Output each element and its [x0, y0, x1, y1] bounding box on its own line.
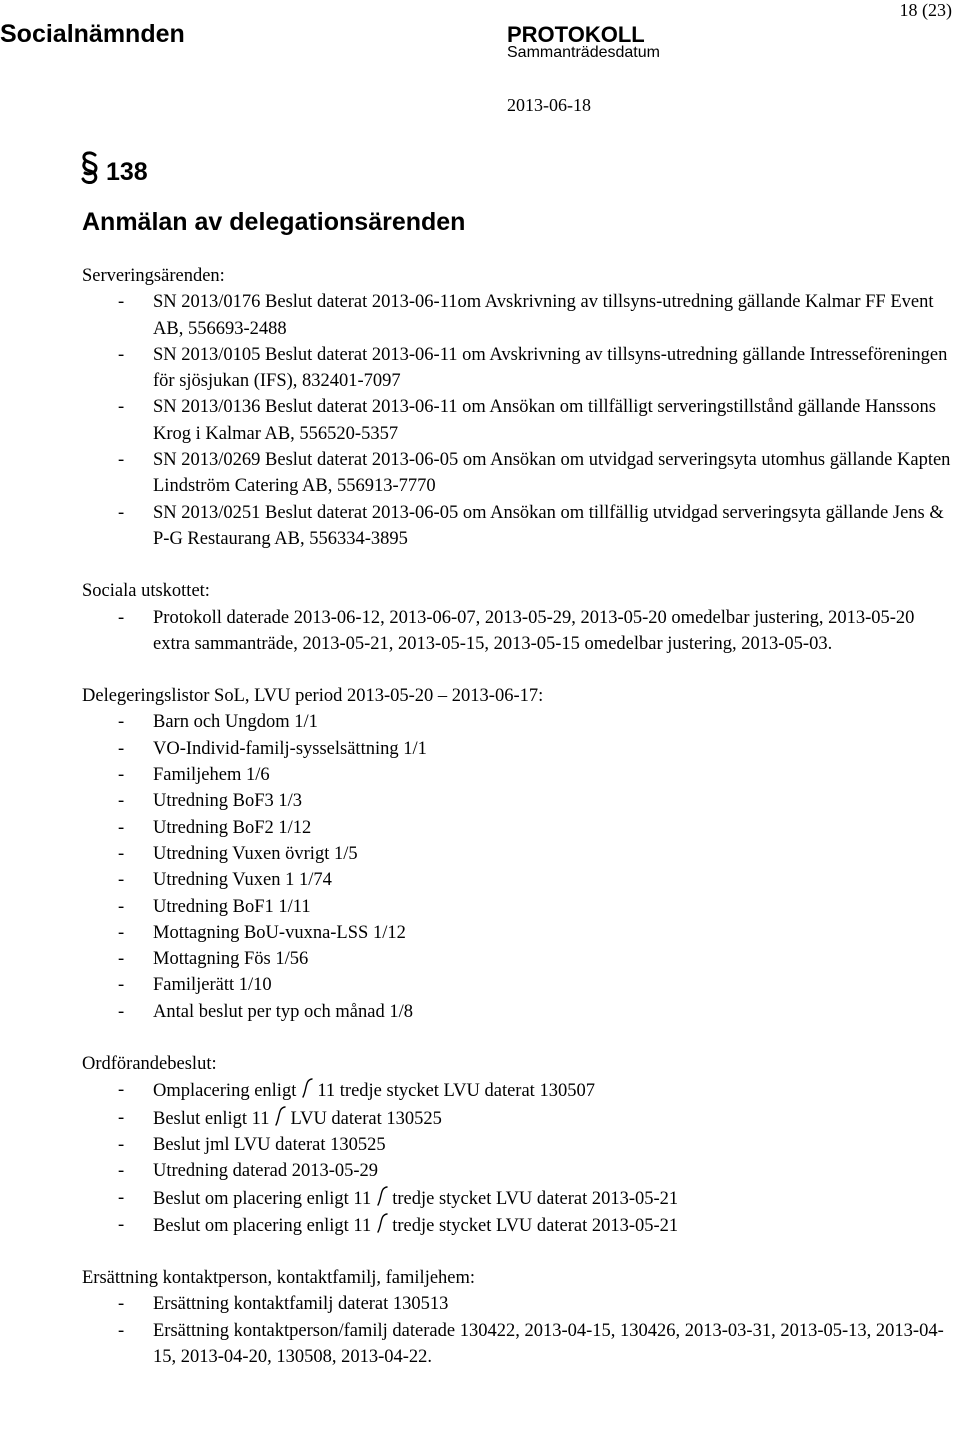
section-number: 138: [106, 158, 148, 186]
list-item: [82, 1158, 952, 1184]
item-text-before: Beslut om placering enligt 11: [153, 1188, 372, 1209]
meeting-date: 2013-06-18: [507, 95, 591, 115]
list-item: - Familjehem 1/6: [82, 762, 952, 788]
list-item: - SN 2013/0105 Beslut daterat 2013-06-11 om Avskrivning av tillsyns-utredning gällande Intresseföreningen för sjösjukan (IFS), 832401-7097: [82, 342, 952, 395]
list-item: - VO-Individ-familj-sysselsättning 1/1: [82, 736, 952, 762]
document-type: PROTOKOLL: [507, 22, 645, 47]
list-item: - SN 2013/0251 Beslut daterat 2013-06-05 om Ansökan om tillfällig utvidgad serveringsyta gällande Jens & P-G Restaurang AB, 556334-3895: [82, 500, 952, 553]
item-text-before: Beslut enligt 11: [153, 1108, 270, 1129]
list-item: [82, 1077, 952, 1104]
list-item: - SN 2013/0269 Beslut daterat 2013-06-05 om Ansökan om utvidgad serveringsyta utomhus gällande Kapten Lindström Catering AB, 556913-7770: [82, 447, 952, 500]
item-list: [82, 289, 952, 552]
list-item: - Utredning BoF3 1/3: [82, 788, 952, 814]
page-number: 18 (23): [899, 0, 952, 20]
item-text-before: Omplacering enligt: [153, 1081, 297, 1102]
section-mark-icon: [374, 1212, 389, 1234]
item-text-after: 11 tredje stycket LVU daterat 130507: [317, 1081, 595, 1102]
item-list: [82, 1077, 952, 1239]
list-item: [82, 1105, 952, 1132]
paragraph-sign-icon: [80, 151, 100, 185]
section-heading: Ordförandebeslut:: [82, 1054, 217, 1075]
ersattning-section: [82, 1265, 952, 1370]
list-item: - Ersättning kontaktperson/familj daterade 130422, 2013-04-15, 130426, 2013-03-31, 2013-05-13, 2013-04-15, 2013-04-20, 130508, 2013-04-22.: [82, 1318, 952, 1371]
meeting-date-label: Sammanträdesdatum: [507, 44, 660, 61]
item-list: [82, 1291, 952, 1370]
list-item: - Utredning Vuxen övrigt 1/5: [82, 841, 952, 867]
item-text: Beslut jml LVU daterat 130525: [153, 1134, 386, 1155]
ordforande-section: [82, 1051, 952, 1239]
list-item: - Protokoll daterade 2013-06-12, 2013-06-07, 2013-05-29, 2013-05-20 omedelbar justering, 2013-05-20 extra sammanträde, 2013-05-21, 2013-05-15, 2013-05-15 omedelbar justering, 2013-05-03.: [82, 605, 952, 658]
item-text: Utredning daterad 2013-05-29: [153, 1161, 379, 1182]
list-item: - Barn och Ungdom 1/1: [82, 709, 952, 735]
item-list: [82, 605, 952, 658]
list-item: - Utredning BoF1 1/11: [82, 894, 952, 920]
section-heading: Delegeringslistor SoL, LVU period 2013-05-20 – 2013-06-17:: [82, 686, 544, 707]
section-mark-icon: [374, 1185, 389, 1207]
section-mark-icon: [299, 1077, 314, 1099]
item-text-after: LVU daterat 130525: [290, 1108, 442, 1129]
section-heading: Serveringsärenden:: [82, 266, 225, 286]
section-title: Anmälan av delegationsärenden: [82, 208, 466, 236]
item-text-after: tredje stycket LVU daterat 2013-05-21: [392, 1188, 679, 1209]
section-heading: Ersättning kontaktperson, kontaktfamilj, familjehem:: [82, 1268, 476, 1289]
section-heading: Sociala utskottet:: [82, 581, 210, 602]
org-name: Socialnämnden: [0, 20, 185, 48]
document-body: [82, 263, 952, 1370]
item-text-before: Beslut om placering enligt 11: [153, 1215, 372, 1236]
list-item: - SN 2013/0176 Beslut daterat 2013-06-11om Avskrivning av tillsyns-utredning gällande Kalmar FF Event AB, 556693-2488: [82, 289, 952, 342]
item-list: [82, 709, 952, 1025]
list-item: [82, 1212, 952, 1239]
list-item: - Utredning Vuxen 1 1/74: [82, 867, 952, 893]
list-item: - Mottagning Fös 1/56: [82, 946, 952, 972]
delegering-section: [82, 683, 952, 1025]
section-mark-icon: [272, 1105, 287, 1127]
list-item: - SN 2013/0136 Beslut daterat 2013-06-11 om Ansökan om tillfälligt serveringstillstånd gällande Hanssons Krog i Kalmar AB, 556520-5357: [82, 394, 952, 447]
sociala-section: [82, 578, 952, 657]
list-item: - Mottagning BoU-vuxna-LSS 1/12: [82, 920, 952, 946]
list-item: - Antal beslut per typ och månad 1/8: [82, 999, 952, 1025]
list-item: - Utredning BoF2 1/12: [82, 815, 952, 841]
list-item: - Familjerätt 1/10: [82, 972, 952, 998]
list-item: - Ersättning kontaktfamilj daterat 130513: [82, 1291, 952, 1317]
serverings-section: [82, 263, 952, 552]
list-item: [82, 1132, 952, 1158]
list-item: [82, 1185, 952, 1212]
item-text-after: tredje stycket LVU daterat 2013-05-21: [392, 1215, 679, 1236]
